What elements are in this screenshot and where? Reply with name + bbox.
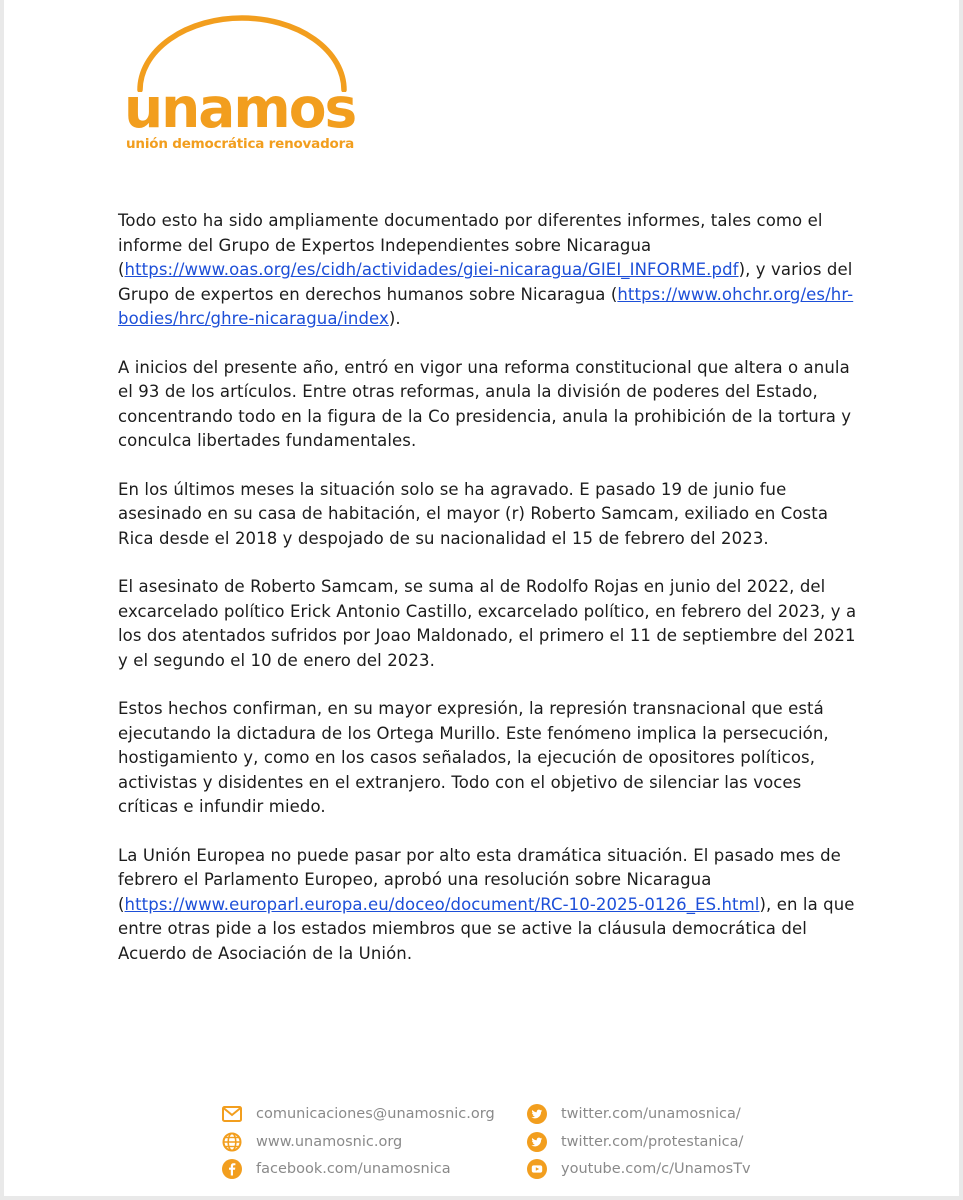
footer-facebook-text: facebook.com/unamosnica bbox=[256, 1161, 451, 1177]
footer-youtube[interactable] bbox=[527, 1159, 751, 1179]
twitter-icon bbox=[527, 1104, 547, 1124]
footer-facebook[interactable] bbox=[222, 1159, 451, 1179]
paragraph-text: ), y varios del Grupo de expertos en derechos humanos sobre Nicaragua ( bbox=[118, 260, 853, 304]
paragraph-text: ). bbox=[388, 309, 401, 328]
logo-tagline: unión democrática renovadora bbox=[126, 136, 354, 152]
page-edge-right bbox=[959, 0, 963, 1200]
page-edge-left bbox=[0, 0, 4, 1200]
footer-twitter-protestanica[interactable] bbox=[527, 1132, 743, 1152]
footer-youtube-text: youtube.com/c/UnamosTv bbox=[561, 1161, 751, 1177]
paragraph bbox=[118, 356, 858, 454]
paragraph-text: En los últimos meses la situación solo se ha agravado. E pasado 19 de junio fue asesinado en su casa de habitación, el mayor (r) Roberto Samcam, exiliado en Costa Rica desde el 2018 y despojado de su nacionalidad el 15 de febrero del 2023. bbox=[118, 479, 829, 548]
paragraph bbox=[118, 575, 858, 673]
logo-wordmark: unamos bbox=[124, 76, 356, 140]
paragraph-text: Todo esto ha sido ampliamente documentado por diferentes informes, tales como el informe del Grupo de Expertos Independientes sobre Nicaragua ( bbox=[118, 211, 823, 279]
paragraph-text: El asesinato de Roberto Samcam, se suma al de Rodolfo Rojas en junio del 2022, del excarcelado político Erick Antonio Castillo, excarcelado político, en febrero del 2023, y a los dos atentados sufridos por Joao Maldonado, el primero el 11 de septiembre del 2021 y el segundo el 10 de enero del 2023. bbox=[118, 577, 857, 670]
footer-website-text: www.unamosnic.org bbox=[256, 1134, 403, 1150]
mail-icon bbox=[222, 1104, 242, 1124]
facebook-icon bbox=[222, 1159, 242, 1179]
paragraph-text: A inicios del presente año, entró en vigor una reforma constitucional que altera o anula el 93 de los artículos. Entre otras reformas, anula la división de poderes del Estado, concentrando todo en la figura de la Co presidencia, anula la prohibición de la tortura y conculca libertades fundamentales. bbox=[118, 357, 852, 450]
paragraph bbox=[118, 478, 858, 552]
footer-contacts bbox=[222, 1104, 782, 1184]
hyperlink[interactable]: https://www.oas.org/es/cidh/actividades/giei-nicaragua/GIEI_INFORME.pdf bbox=[124, 260, 739, 279]
unamos-logo bbox=[118, 12, 358, 152]
twitter-icon bbox=[527, 1132, 547, 1152]
paragraph-text: ), en la que entre otras pide a los estados miembros que se active la cláusula democrática del Acuerdo de Asociación de la Unión. bbox=[118, 894, 855, 963]
youtube-icon bbox=[527, 1159, 547, 1179]
paragraph bbox=[118, 697, 858, 820]
letter-body bbox=[118, 209, 858, 990]
footer-website[interactable] bbox=[222, 1132, 402, 1152]
globe-icon bbox=[222, 1132, 242, 1152]
paragraph-text: Estos hechos confirman, en su mayor expresión, la represión transnacional que está ejecutando la dictadura de los Ortega Murillo. Este fenómeno implica la persecución, hostigamiento y, como en los casos señalados, la ejecución de opositores políticos, activistas y disidentes en el extranjero. Todo con el objetivo de silenciar las voces críticas e infundir miedo. bbox=[118, 699, 829, 816]
footer-twitter-unamosnica-text: twitter.com/unamosnica/ bbox=[561, 1106, 741, 1122]
footer-twitter-protestanica-text: twitter.com/protestanica/ bbox=[561, 1134, 744, 1150]
paragraph-text: La Unión Europea no puede pasar por alto esta dramática situación. El pasado mes de febrero el Parlamento Europeo, aprobó una resolución sobre Nicaragua ( bbox=[118, 845, 841, 914]
footer-email-text: comunicaciones@unamosnic.org bbox=[256, 1106, 495, 1122]
hyperlink[interactable]: https://www.ohchr.org/es/hr-bodies/hrc/ghre-nicaragua/index bbox=[118, 284, 854, 328]
paragraph bbox=[118, 209, 858, 332]
paragraph bbox=[118, 844, 858, 967]
footer-twitter-unamosnica[interactable] bbox=[527, 1104, 741, 1124]
page-edge-bottom bbox=[0, 1196, 963, 1200]
hyperlink[interactable]: https://www.europarl.europa.eu/doceo/document/RC-10-2025-0126_ES.html bbox=[124, 894, 760, 914]
footer-email[interactable] bbox=[222, 1104, 495, 1124]
